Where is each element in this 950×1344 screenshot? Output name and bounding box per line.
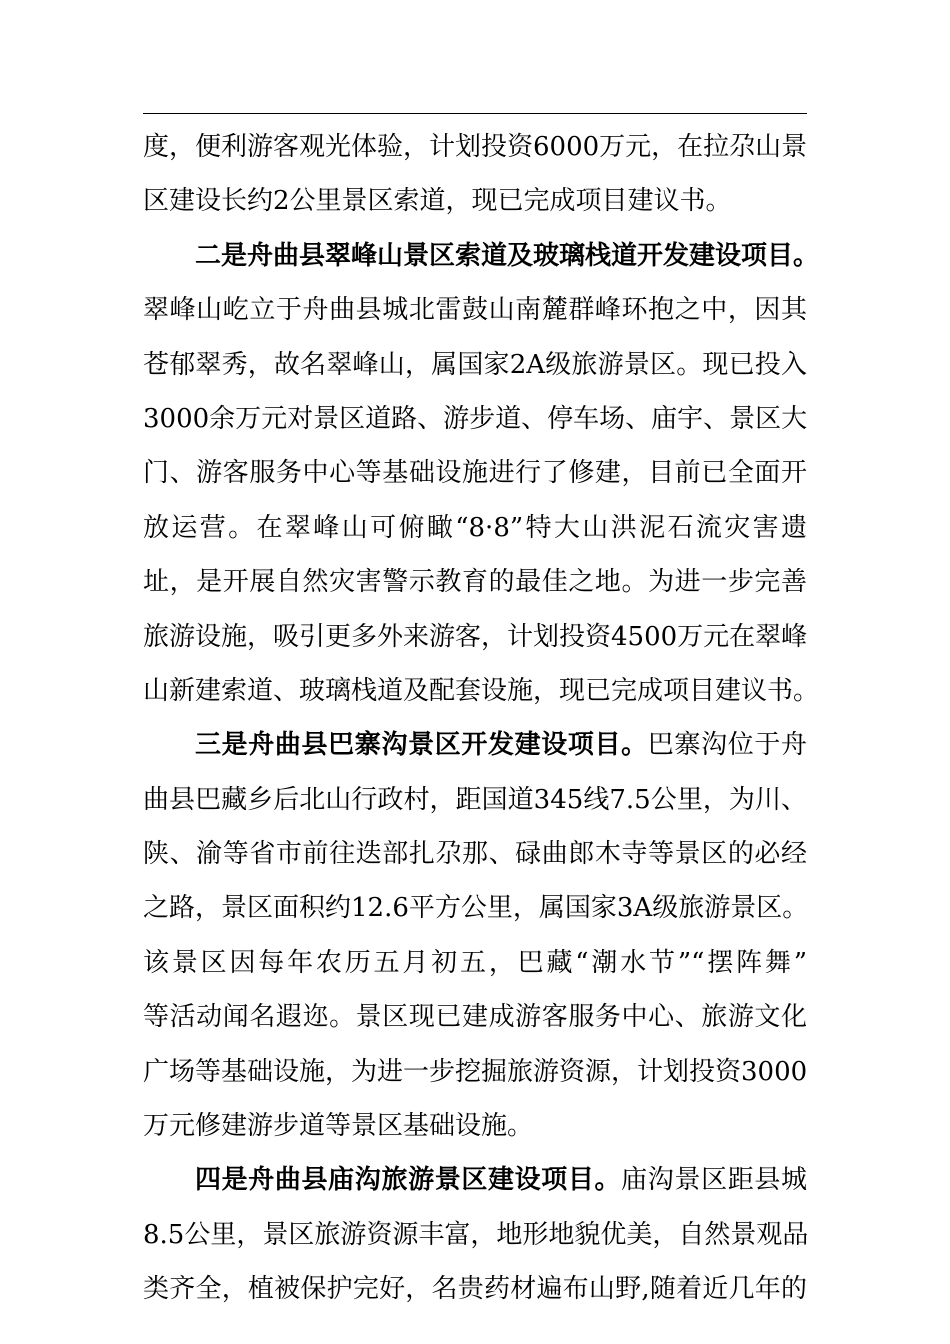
text-line: 该景区因每年农历五月初五，巴藏“潮水节”“摆阵舞” [143,947,807,978]
text-line: 度，便利游客观光体验，计划投资6000万元，在拉尕山景 [143,132,808,162]
section-heading-bazhaigou: 三是舟曲县巴寨沟景区开发建设项目。 [195,730,648,761]
header-rule [143,113,807,114]
text-line: 苍郁翠秀，故名翠峰山，属国家2A级旅游景区。现已投入 [143,349,807,380]
text-line: 区建设长约2公里景区索道，现已完成项目建议书。 [143,186,732,217]
text-line: 山新建索道、玻璃栈道及配套设施，现已完成项目建议书。 [143,675,820,706]
text-line: 之路，景区面积约12.6平方公里，属国家3A级旅游景区。 [143,893,809,924]
text-line: 旅游设施，吸引更多外来游客，计划投资4500万元在翠峰 [143,621,808,652]
text-line: 3000余万元对景区道路、游步道、停车场、庙宇、景区大 [143,403,808,434]
text-line: 址，是开展自然灾害警示教育的最佳之地。为进一步完善 [143,567,807,598]
section-heading-line: 三是舟曲县巴寨沟景区开发建设项目。巴寨沟位于舟 [195,730,807,761]
text-line: 放运营。在翠峰山可俯瞰“8·8”特大山洪泥石流灾害遗 [143,512,807,543]
section-heading-miaogou: 四是舟曲县庙沟旅游景区建设项目。 [195,1165,622,1196]
text-line: 广场等基础设施，为进一步挖掘旅游资源，计划投资3000 [143,1056,808,1087]
text-line: 曲县巴藏乡后北山行政村，距国道345线7.5公里，为川、 [143,784,807,815]
section-heading-line [143,229,820,283]
text-line: 陕、渝等省市前往迭部扎尕那、碌曲郎木寺等景区的必经 [143,839,807,870]
text-line: 万元修建游步道等景区基础设施。 [143,1111,534,1142]
section-heading-line: 四是舟曲县庙沟旅游景区建设项目。庙沟景区距县城 [195,1165,807,1196]
text-line: 8.5公里，景区旅游资源丰富，地形地貌优美，自然景观品 [143,1219,809,1250]
text-line: 类齐全，植被保护完好，名贵药材遍布山野,随着近几年的 [143,1274,807,1305]
text-line: 翠峰山屹立于舟曲县城北雷鼓山南麓群峰环抱之中，因其 [143,295,807,326]
section-heading-cuifengshan: 二是舟曲县翠峰山景区索道及玻璃栈道开发建设项目。 [195,240,820,271]
text-line: 等活动闻名遐迩。景区现已建成游客服务中心、旅游文化 [143,1002,807,1033]
body-text [143,120,820,1317]
text-line: 门、游客服务中心等基础设施进行了修建，目前已全面开 [143,458,807,489]
